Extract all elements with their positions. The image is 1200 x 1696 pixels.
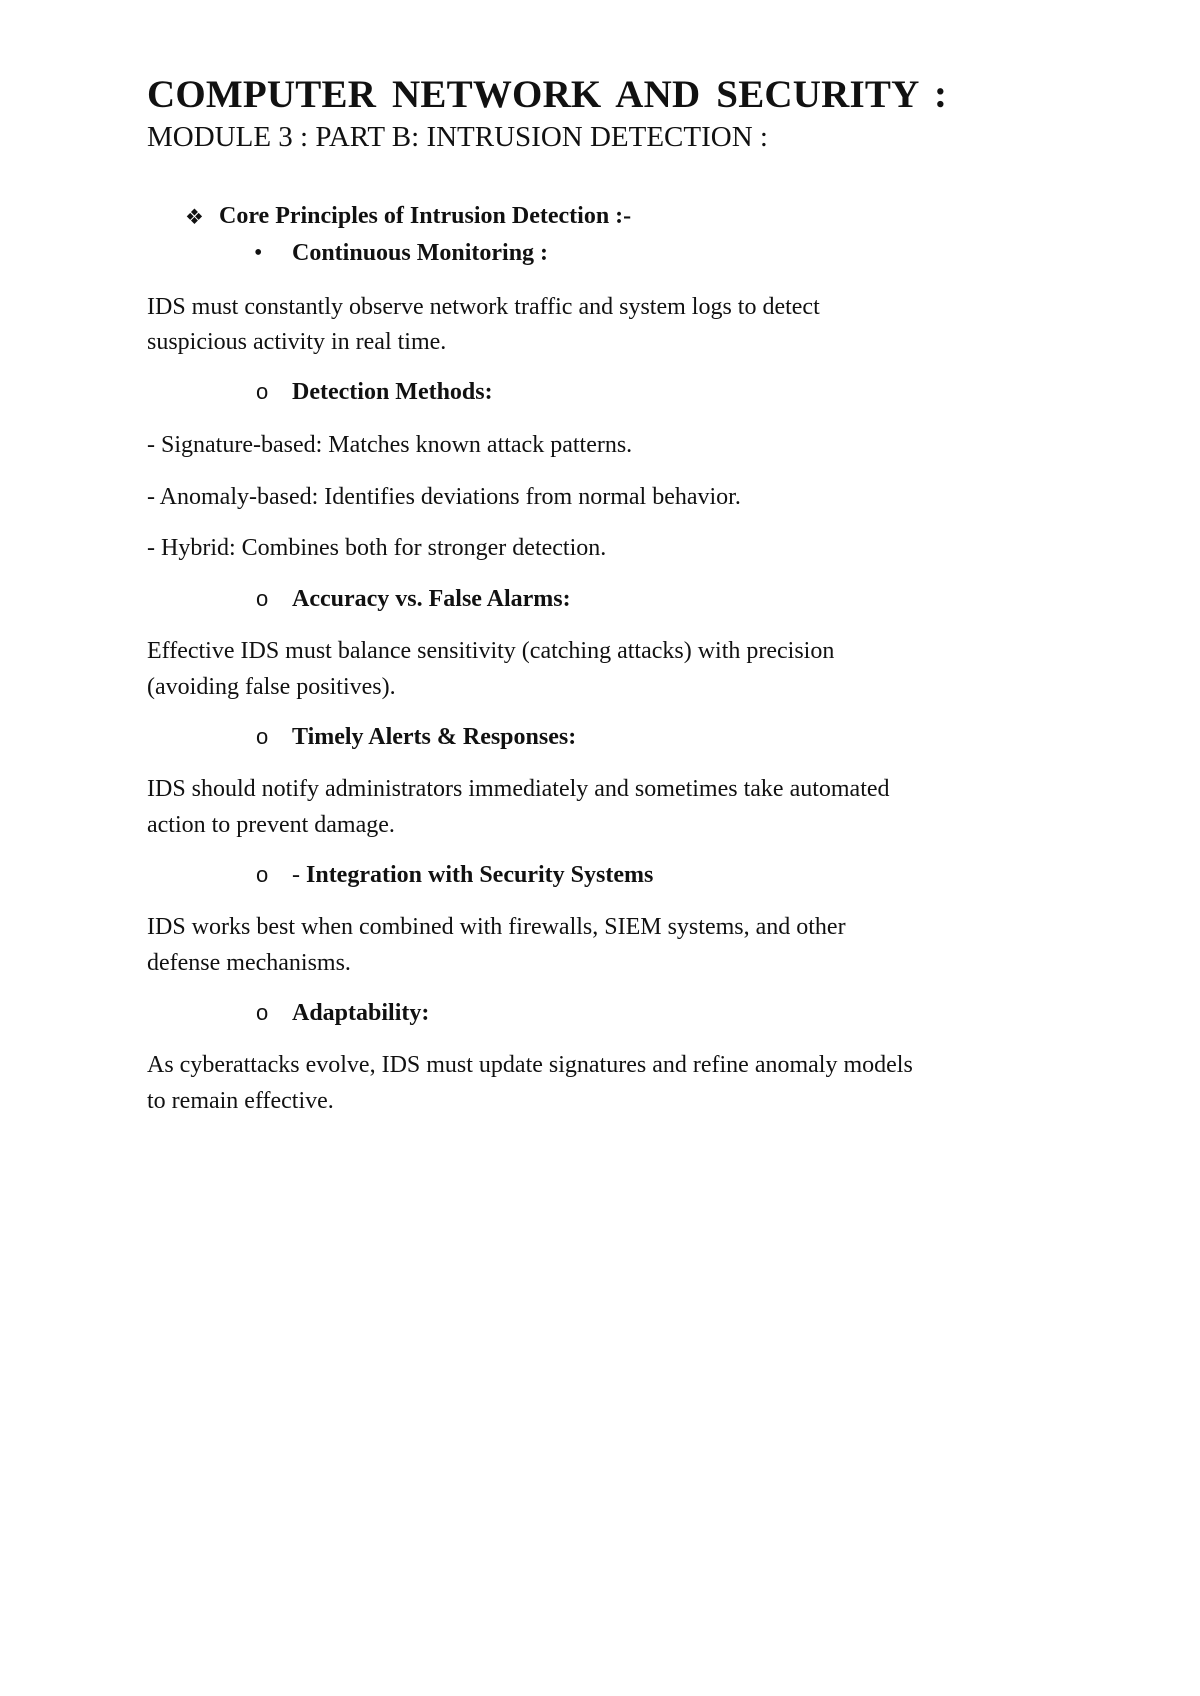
paragraph-line: (avoiding false positives). xyxy=(147,674,396,700)
paragraph-line: - Hybrid: Combines both for stronger detection. xyxy=(147,535,607,561)
item-heading-integration xyxy=(292,862,653,889)
circle-bullet-icon: o xyxy=(256,586,269,611)
paragraph-line: As cyberattacks evolve, IDS must update signatures and refine anomaly models xyxy=(147,1052,913,1078)
section-heading: Core Principles of Intrusion Detection :- xyxy=(219,203,632,229)
paragraph-line: Effective IDS must balance sensitivity (catching attacks) with precision xyxy=(147,638,835,664)
item-heading-timely-alerts: Timely Alerts & Responses: xyxy=(292,724,577,750)
item-heading-continuous-monitoring: Continuous Monitoring : xyxy=(292,240,549,266)
paragraph-line: - Signature-based: Matches known attack patterns. xyxy=(147,432,633,458)
paragraph-line: action to prevent damage. xyxy=(147,812,395,838)
paragraph-line: defense mechanisms. xyxy=(147,950,351,976)
paragraph-line: IDS must constantly observe network traffic and system logs to detect xyxy=(147,294,820,320)
document-title: COMPUTER NETWORK AND SECURITY : xyxy=(147,73,948,116)
item-heading-adaptability: Adaptability: xyxy=(292,1000,430,1026)
circle-bullet-icon: o xyxy=(256,1000,269,1025)
item-heading-prefix: - xyxy=(292,862,306,888)
circle-bullet-icon: o xyxy=(256,379,269,404)
paragraph-line: IDS should notify administrators immediately and sometimes take automated xyxy=(147,776,890,802)
item-heading-accuracy: Accuracy vs. False Alarms: xyxy=(292,586,571,612)
paragraph-line: to remain effective. xyxy=(147,1088,334,1114)
paragraph-line: IDS works best when combined with firewalls, SIEM systems, and other xyxy=(147,914,846,940)
paragraph-line: suspicious activity in real time. xyxy=(147,329,447,355)
document-subtitle: MODULE 3 : PART B: INTRUSION DETECTION : xyxy=(147,121,768,153)
circle-bullet-icon: o xyxy=(256,862,269,887)
circle-bullet-icon: o xyxy=(256,724,269,749)
item-heading-detection-methods: Detection Methods: xyxy=(292,379,493,405)
bullet-dot-icon: • xyxy=(254,240,263,266)
diamond-bullet-icon: ❖ xyxy=(185,205,204,229)
item-heading-text: Integration with Security Systems xyxy=(306,862,654,888)
paragraph-line: - Anomaly-based: Identifies deviations from normal behavior. xyxy=(147,484,741,510)
